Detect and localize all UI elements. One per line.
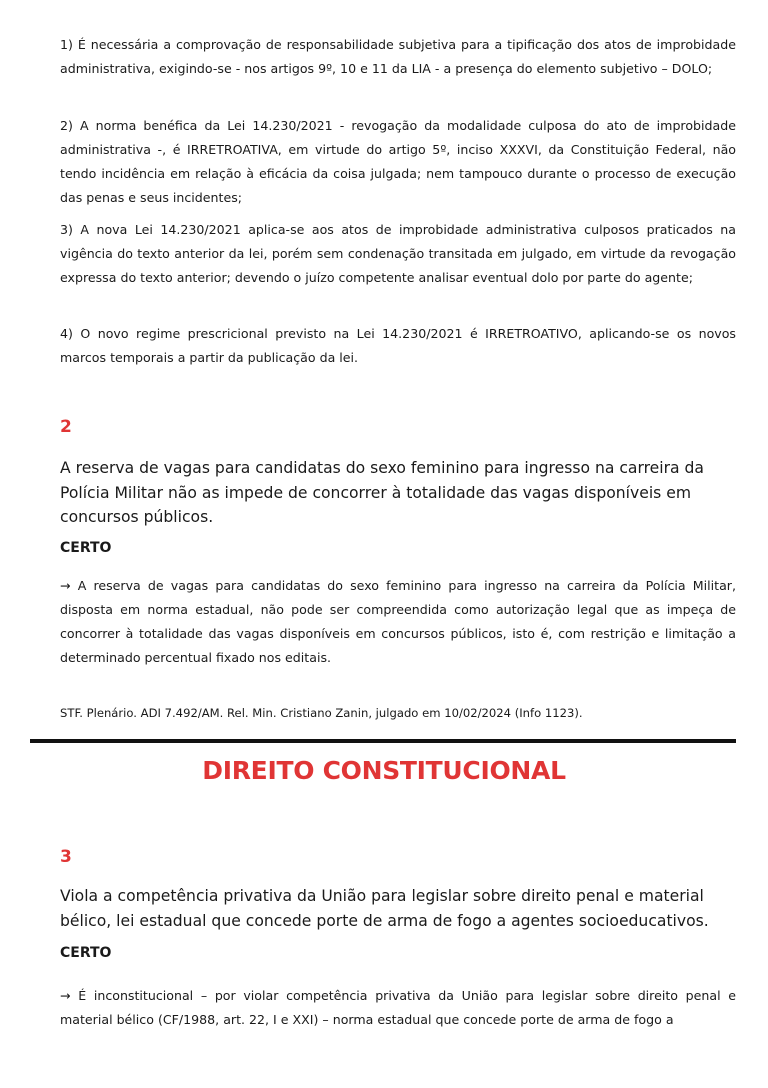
question-number-3: 3 bbox=[60, 847, 72, 867]
question-text-3: Viola a competência privativa da União para legislar sobre direito penal e material bélico, lei estadual que concede porte de arma de fogo a agentes socioeducativos. bbox=[60, 887, 709, 930]
explanation-3: → É inconstitucional – por violar competência privativa da União para legislar sobre direito penal e material bélico (CF/1988, art. 22, I e XXI) – norma estadual que concede porte de arma de fogo a bbox=[60, 988, 736, 1027]
paragraph-item-1: 1) É necessária a comprovação de responsabilidade subjetiva para a tipificação dos atos de improbidade administrativa, exigindo-se - nos artigos 9º, 10 e 11 da LIA - a presença do elemento subjetivo – DOLO; bbox=[60, 37, 736, 76]
paragraph-item-2: 2) A norma benéfica da Lei 14.230/2021 - revogação da modalidade culposa do ato de improbidade administrativa -, é IRRETROATIVA, em virtude do artigo 5º, inciso XXXVI, da Constituição Federal, não tendo incidência em relação à eficácia da coisa julgada; nem tampouco durante o processo de execução das penas e seus incidentes; bbox=[60, 118, 736, 205]
source-citation-2: STF. Plenário. ADI 7.492/AM. Rel. Min. Cristiano Zanin, julgado em 10/02/2024 (Info 1123). bbox=[60, 706, 583, 720]
question-number-2: 2 bbox=[60, 417, 72, 437]
answer-label-3: CERTO bbox=[60, 945, 112, 961]
paragraph-item-3: 3) A nova Lei 14.230/2021 aplica-se aos atos de improbidade administrativa culposos praticados na vigência do texto anterior da lei, porém sem condenação transitada em julgado, em virtude da revogação expressa do texto anterior; devendo o juízo competente analisar eventual dolo por parte do agente; bbox=[60, 222, 736, 285]
section-title: DIREITO CONSTITUCIONAL bbox=[202, 756, 566, 785]
explanation-2: → A reserva de vagas para candidatas do sexo feminino para ingresso na carreira da Polícia Militar, disposta em norma estadual, não pode ser compreendida como autorização legal que as impeça de concorrer à totalidade das vagas disponíveis em concursos públicos, isto é, com restrição e limitação a determinado percentual fixado nos editais. bbox=[60, 578, 736, 665]
question-text-2: A reserva de vagas para candidatas do sexo feminino para ingresso na carreira da Polícia Militar não as impede de concorrer à totalidade das vagas disponíveis em concursos públicos. bbox=[60, 459, 704, 526]
section-divider bbox=[30, 739, 736, 743]
paragraph-item-4: 4) O novo regime prescricional previsto na Lei 14.230/2021 é IRRETROATIVO, aplicando-se os novos marcos temporais a partir da publicação da lei. bbox=[60, 326, 736, 365]
answer-label-2: CERTO bbox=[60, 540, 112, 556]
